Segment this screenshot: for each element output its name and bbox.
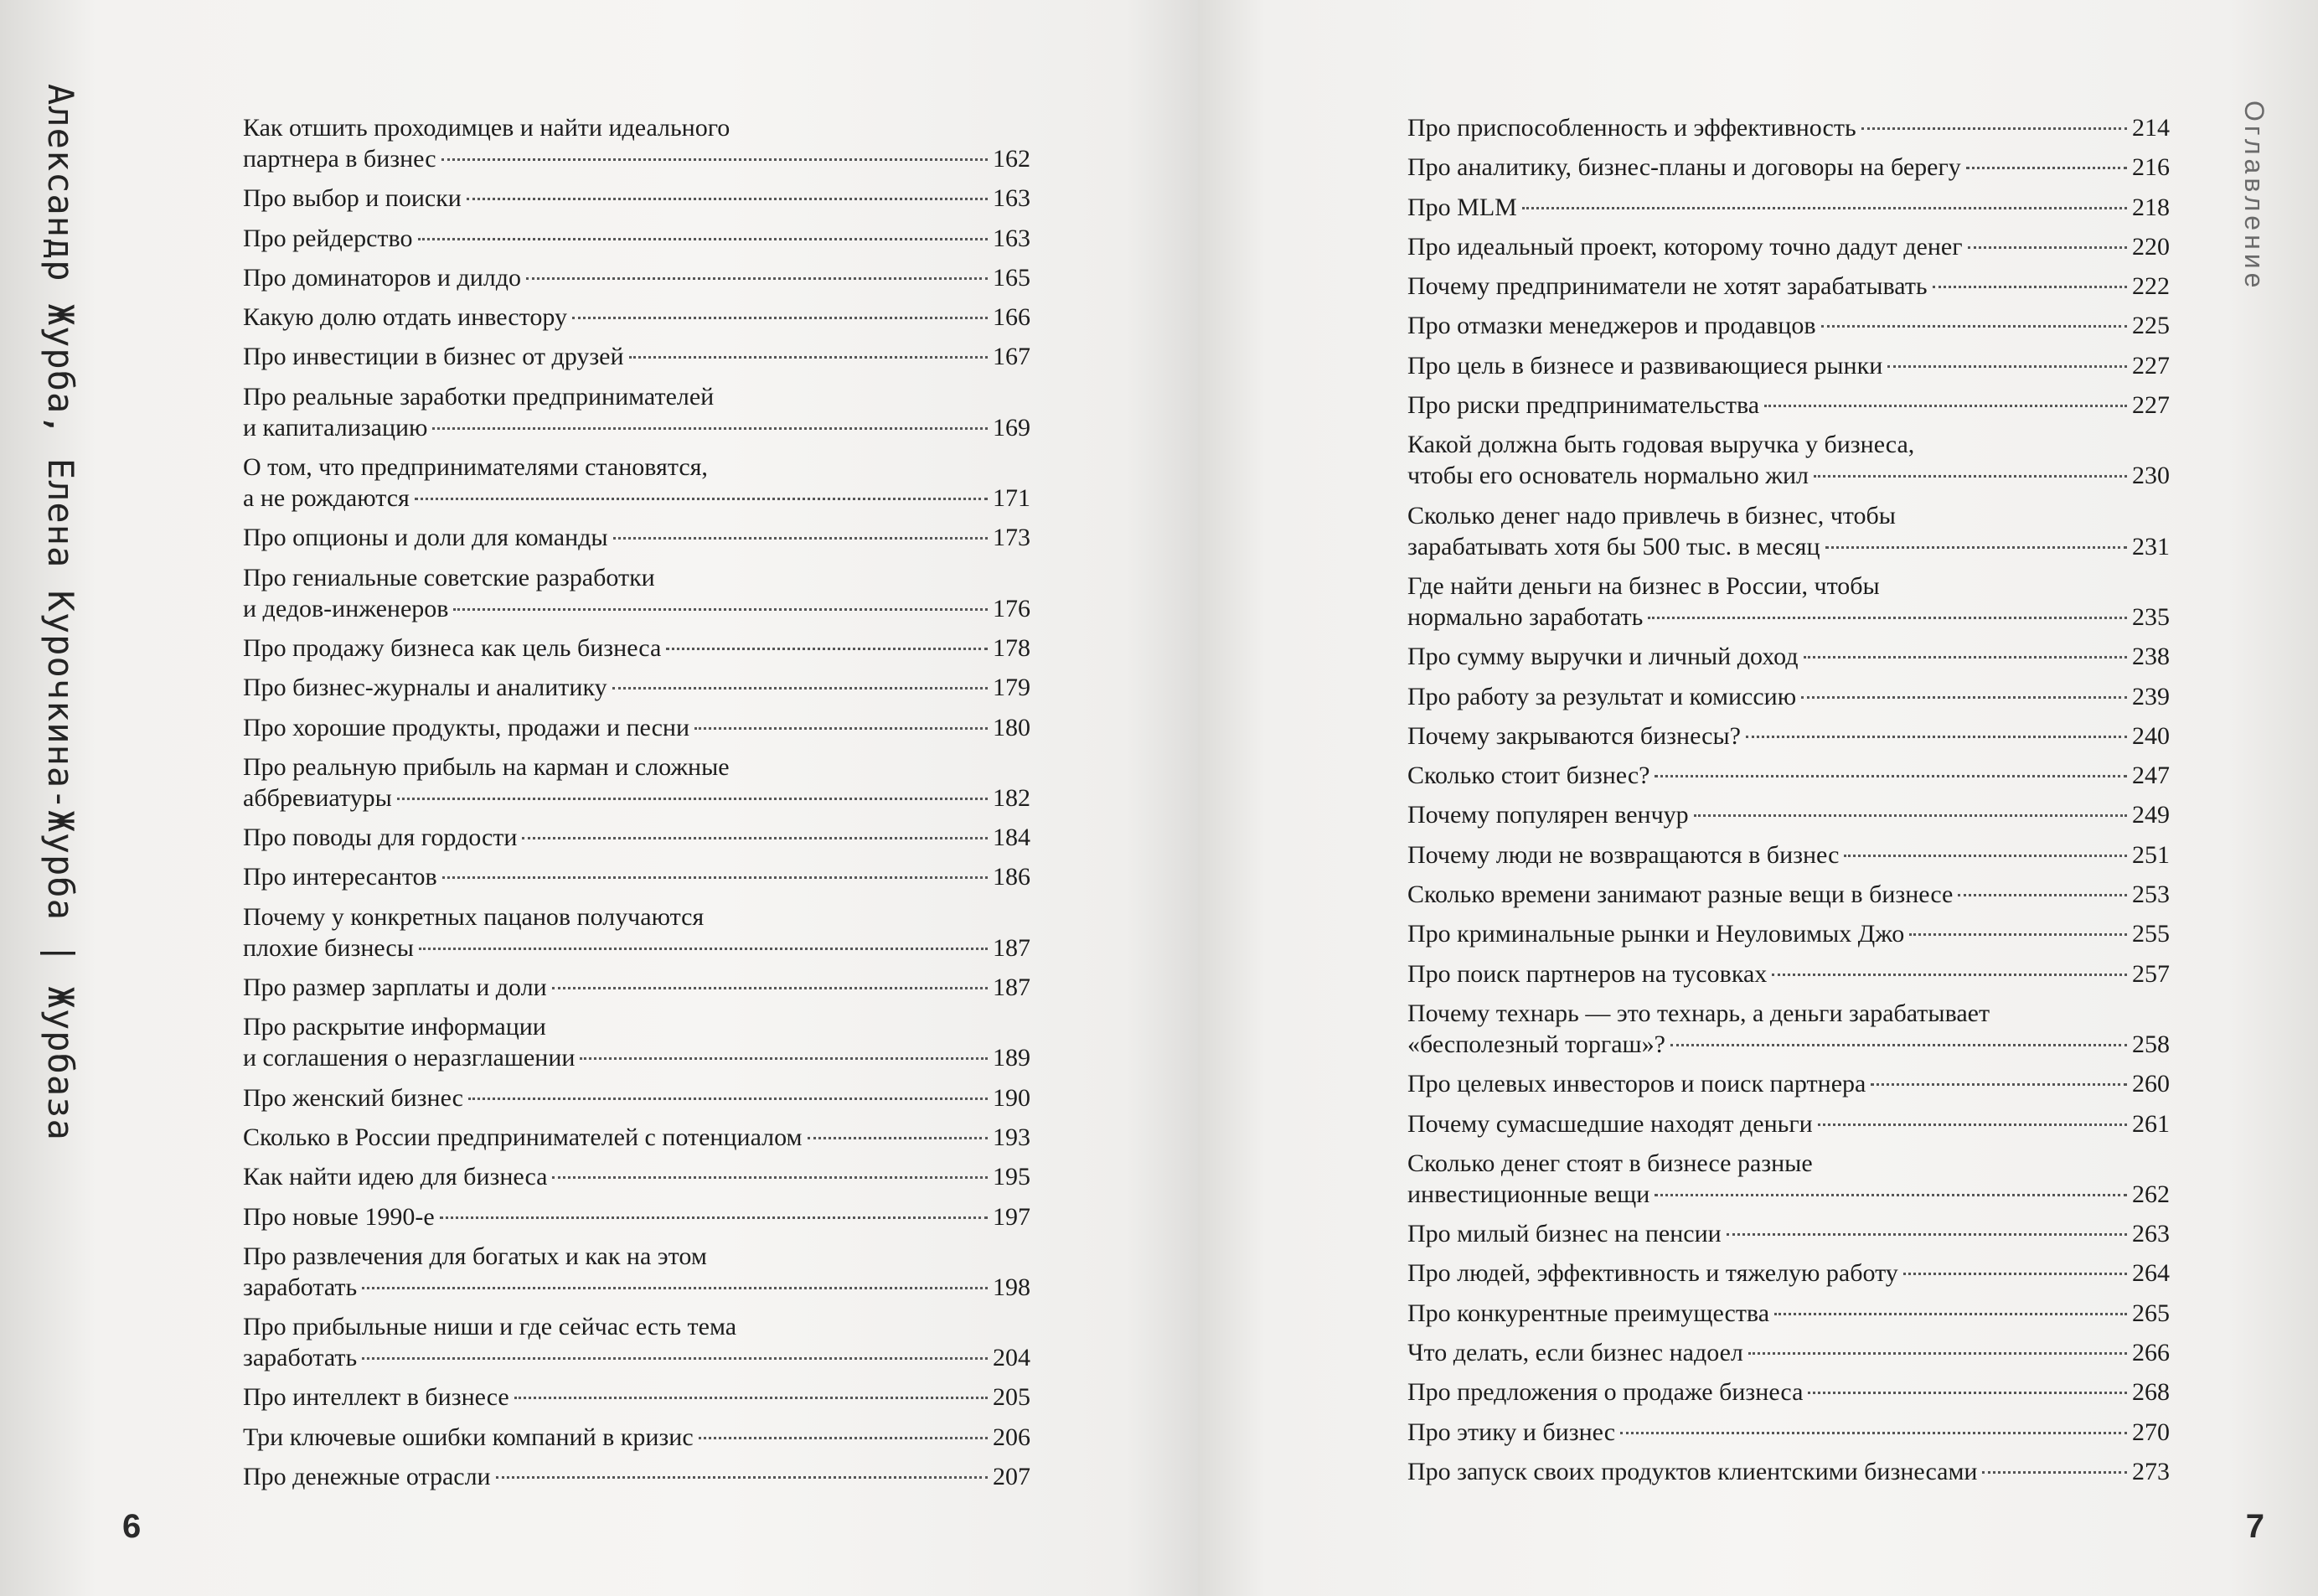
toc-entry [1407, 1068, 2170, 1099]
toc-entry-page: 240 [2132, 721, 2170, 750]
toc-entry-page: 265 [2132, 1299, 2170, 1327]
toc-entry-page: 173 [993, 524, 1030, 552]
toc-entry [243, 302, 1030, 333]
dot-leader [514, 1397, 988, 1399]
toc-entry-title: Про идеальный проект, которому точно дадут денег [1407, 232, 1963, 261]
toc-entry-title: Почему люди не возвращаются в бизнес [1407, 840, 1840, 869]
toc-entry [243, 381, 1030, 443]
toc-entry-page: 184 [993, 824, 1030, 852]
toc-entry [243, 901, 1030, 963]
toc-entry-title: Как найти идею для бизнеса [243, 1163, 548, 1191]
toc-entry [1407, 1148, 2170, 1210]
toc-entry-page: 195 [993, 1163, 1030, 1191]
toc-entry-title: Про отмазки менеджеров и продавцов [1407, 312, 1816, 340]
toc-entry-title: Про приспособленность и эффективность [1407, 114, 1856, 142]
toc-entry-page: 171 [993, 484, 1030, 513]
toc-entry-title: Почему популярен венчур [1407, 801, 1689, 829]
dot-leader [1887, 365, 2127, 368]
section-title-contents: Оглавление [2239, 101, 2269, 292]
dot-leader [1748, 1352, 2127, 1355]
toc-entry-title: Про инвестиции в бизнес от друзей [243, 343, 624, 371]
dot-leader [1968, 246, 2127, 249]
toc-entry [1407, 500, 2170, 562]
toc-entry [1407, 350, 2170, 381]
toc-list-left [243, 112, 1030, 1500]
toc-entry-title: плохие бизнесы [243, 933, 414, 962]
toc-entry-title: Что делать, если бизнес надоел [1407, 1339, 1743, 1367]
toc-entry-title: Про конкурентные преимущества [1407, 1299, 1770, 1327]
toc-entry [243, 1161, 1030, 1192]
dot-leader [1694, 814, 2127, 817]
toc-entry-page: 187 [993, 933, 1030, 962]
toc-entry [243, 1011, 1030, 1073]
dot-leader [1801, 696, 2127, 699]
toc-entry [243, 223, 1030, 254]
toc-entry-title: Почему сумасшедшие находят деньги [1407, 1109, 1813, 1138]
toc-entry-title: Почему технарь — это технарь, а деньги зарабатывает [1407, 999, 1990, 1027]
toc-entry-page: 266 [2132, 1339, 2170, 1367]
dot-leader [1727, 1233, 2127, 1236]
toc-entry [1407, 1417, 2170, 1448]
dot-leader [1814, 475, 2127, 478]
dot-leader [1746, 736, 2127, 738]
toc-entry-title: Про рейдерство [243, 224, 413, 252]
toc-entry-page: 260 [2132, 1070, 2170, 1098]
toc-entry [243, 822, 1030, 853]
toc-entry [243, 112, 1030, 174]
toc-entry-title: Про поиск партнеров на тусовках [1407, 959, 1768, 988]
toc-entry-page: 198 [993, 1273, 1030, 1301]
toc-entry [1407, 1456, 2170, 1487]
toc-entry-title: Про развлечения для богатых и как на этом [243, 1242, 707, 1270]
dot-leader [694, 727, 988, 730]
toc-entry [243, 562, 1030, 624]
dot-leader [468, 1098, 988, 1100]
toc-entry-title: Про работу за результат и комиссию [1407, 682, 1797, 710]
toc-list-right [1407, 112, 2170, 1495]
toc-entry-title: Про аналитику, бизнес-планы и договоры на берегу [1407, 153, 1961, 182]
toc-entry-title: Сколько в России предпринимателей с потенциалом [243, 1123, 803, 1151]
toc-entry [243, 1382, 1030, 1413]
toc-entry [1407, 1258, 2170, 1289]
dot-leader [666, 648, 988, 650]
toc-entry-page: 189 [993, 1044, 1030, 1072]
toc-entry-page: 163 [993, 224, 1030, 252]
toc-entry-title: Про размер зарплаты и доли [243, 974, 547, 1002]
toc-entry [1407, 681, 2170, 712]
toc-entry-title: Про милый бизнес на пенсии [1407, 1220, 1722, 1248]
toc-entry-title: Сколько денег надо привлечь в бизнес, чтобы [1407, 501, 1896, 529]
toc-entry-title: Какой должна быть годовая выручка у бизнеса, [1407, 431, 1915, 459]
dot-leader [1966, 167, 2127, 169]
dot-leader [612, 687, 988, 690]
toc-entry [243, 262, 1030, 293]
toc-entry-title: Сколько денег стоят в бизнесе разные [1407, 1149, 1813, 1177]
toc-entry-page: 204 [993, 1344, 1030, 1372]
dot-leader [629, 356, 988, 359]
toc-entry [243, 341, 1030, 372]
toc-entry [243, 1201, 1030, 1232]
toc-entry [243, 972, 1030, 1003]
toc-entry [243, 672, 1030, 703]
dot-leader [1772, 974, 2127, 976]
toc-entry-page: 190 [993, 1083, 1030, 1112]
dot-leader [441, 158, 988, 161]
toc-entry [1407, 310, 2170, 341]
toc-entry-title: Про криминальные рынки и Неуловимых Джо [1407, 920, 1905, 948]
toc-entry-title: заработать [243, 1344, 358, 1372]
toc-entry [1407, 721, 2170, 752]
dot-leader [453, 608, 988, 611]
dot-leader [1670, 1044, 2127, 1046]
toc-entry-title: Какую долю отдать инвестору [243, 303, 567, 332]
toc-entry-title: Почему закрываются бизнесы? [1407, 721, 1741, 750]
toc-entry-title: Про опционы и доли для команды [243, 524, 608, 552]
toc-entry-page: 235 [2132, 602, 2170, 631]
toc-entry [1407, 1108, 2170, 1139]
toc-entry [1407, 958, 2170, 989]
toc-entry-title: и капитализацию [243, 413, 428, 442]
toc-entry-title: Про женский бизнес [243, 1083, 463, 1112]
toc-entry-page: 222 [2132, 272, 2170, 301]
dot-leader [808, 1137, 988, 1139]
dot-leader [415, 498, 988, 500]
toc-entry [1407, 429, 2170, 491]
toc-entry-title: Как отшить проходимцев и найти идеального [243, 114, 731, 142]
toc-entry-page: 273 [2132, 1457, 2170, 1485]
toc-entry-page: 263 [2132, 1220, 2170, 1248]
toc-entry-page: 162 [993, 145, 1030, 173]
dot-leader [699, 1437, 988, 1439]
toc-entry-title: Про запуск своих продуктов клиентскими бизнесами [1407, 1457, 1978, 1485]
dot-leader [1808, 1392, 2127, 1394]
toc-entry-page: 227 [2132, 391, 2170, 420]
toc-entry-title: а не рождаются [243, 484, 410, 513]
toc-entry-page: 262 [2132, 1180, 2170, 1208]
toc-entry-title: Про MLM [1407, 193, 1517, 221]
toc-entry-page: 206 [993, 1423, 1030, 1451]
running-header-authors: Александр Журба, Елена Курочкина-Журба | Журбаза [40, 84, 81, 1141]
toc-entry-page: 216 [2132, 153, 2170, 182]
toc-entry [243, 752, 1030, 813]
toc-entry [1407, 641, 2170, 672]
dot-leader [1909, 933, 2127, 936]
toc-entry-title: аббревиатуры [243, 783, 392, 812]
toc-entry [1407, 231, 2170, 262]
toc-entry-title: Про поводы для гордости [243, 824, 518, 852]
dot-leader [572, 317, 988, 319]
toc-entry-title: Про хорошие продукты, продажи и песни [243, 713, 690, 741]
toc-entry-title: и дедов-инженеров [243, 594, 449, 622]
toc-entry-page: 249 [2132, 801, 2170, 829]
toc-entry [243, 452, 1030, 514]
toc-entry-title: и соглашения о неразглашении [243, 1044, 576, 1072]
toc-entry-page: 179 [993, 674, 1030, 702]
toc-entry-page: 231 [2132, 532, 2170, 560]
toc-entry-page: 182 [993, 783, 1030, 812]
toc-entry [243, 183, 1030, 214]
toc-entry-page: 268 [2132, 1378, 2170, 1407]
toc-entry [243, 633, 1030, 664]
toc-entry-title: Три ключевые ошибки компаний в кризис [243, 1423, 694, 1451]
dot-leader [418, 238, 989, 240]
dot-leader [1620, 1432, 2127, 1434]
dot-leader [1648, 617, 2127, 619]
dot-leader [442, 876, 988, 879]
toc-entry-page: 251 [2132, 840, 2170, 869]
toc-entry [1407, 1376, 2170, 1407]
toc-entry-title: Про риски предпринимательства [1407, 391, 1760, 420]
toc-entry-title: инвестиционные вещи [1407, 1180, 1650, 1208]
dot-leader [1821, 325, 2127, 328]
toc-entry [1407, 192, 2170, 223]
dot-leader [1861, 127, 2127, 130]
toc-entry-page: 239 [2132, 682, 2170, 710]
toc-entry-page: 193 [993, 1123, 1030, 1151]
toc-entry [1407, 998, 2170, 1060]
toc-entry-page: 186 [993, 863, 1030, 891]
toc-entry-title: заработать [243, 1273, 358, 1301]
toc-entry [1407, 760, 2170, 791]
dot-leader [1655, 775, 2127, 777]
dot-leader [432, 427, 988, 430]
toc-entry [243, 1122, 1030, 1153]
toc-entry [243, 712, 1030, 743]
dot-leader [1871, 1083, 2127, 1086]
dot-leader [1933, 286, 2127, 288]
toc-entry-title: Про целевых инвесторов и поиск партнера [1407, 1070, 1866, 1098]
dot-leader [1958, 894, 2127, 896]
page-number-left: 6 [122, 1508, 142, 1545]
dot-leader [552, 1176, 988, 1179]
toc-entry [1407, 1337, 2170, 1368]
toc-entry-page: 261 [2132, 1109, 2170, 1138]
toc-entry-title: Про цель в бизнесе и развивающиеся рынки [1407, 351, 1883, 380]
dot-leader [580, 1057, 988, 1060]
dot-leader [1522, 207, 2127, 209]
toc-entry-title: Про бизнес-журналы и аналитику [243, 674, 607, 702]
toc-entry-title: Про сумму выручки и личный доход [1407, 643, 1799, 671]
page-number-right: 7 [2245, 1508, 2264, 1545]
toc-entry [1407, 879, 2170, 910]
dot-leader [552, 987, 988, 989]
dot-leader [419, 948, 988, 950]
dot-leader [613, 537, 988, 540]
toc-entry [243, 1422, 1030, 1453]
dot-leader [362, 1357, 988, 1360]
toc-entry-page: 165 [993, 263, 1030, 292]
toc-entry-title: Про прибыльные ниши и где сейчас есть тема [243, 1313, 737, 1341]
toc-entry-page: 255 [2132, 920, 2170, 948]
toc-entry [1407, 390, 2170, 421]
dot-leader [440, 1216, 988, 1219]
toc-entry-title: Про реальную прибыль на карман и сложные [243, 752, 730, 781]
toc-entry [1407, 839, 2170, 870]
dot-leader [467, 198, 988, 200]
toc-entry-page: 225 [2132, 312, 2170, 340]
toc-entry-page: 187 [993, 974, 1030, 1002]
right-page [1198, 0, 2318, 1596]
toc-entry-page: 178 [993, 633, 1030, 662]
toc-entry-title: Почему предприниматели не хотят зарабатывать [1407, 272, 1928, 301]
dot-leader [1774, 1313, 2127, 1315]
toc-entry-title: Про людей, эффективность и тяжелую работу [1407, 1259, 1898, 1288]
toc-entry [1407, 918, 2170, 949]
toc-entry-page: 257 [2132, 959, 2170, 988]
dot-leader [1825, 546, 2127, 549]
toc-entry-page: 176 [993, 594, 1030, 622]
toc-entry-page: 205 [993, 1383, 1030, 1412]
toc-entry-page: 167 [993, 343, 1030, 371]
toc-entry-page: 169 [993, 413, 1030, 442]
toc-entry-page: 163 [993, 184, 1030, 213]
dot-leader [1903, 1273, 2127, 1275]
toc-entry [1407, 1298, 2170, 1329]
dot-leader [1818, 1123, 2127, 1126]
toc-entry-title: О том, что предпринимателями становятся, [243, 453, 708, 482]
toc-entry-title: Про доминаторов и дилдо [243, 263, 521, 292]
toc-entry-page: 230 [2132, 462, 2170, 490]
toc-entry [1407, 152, 2170, 183]
dot-leader [1982, 1471, 2127, 1474]
toc-entry [1407, 112, 2170, 143]
toc-entry-title: зарабатывать хотя бы 500 тыс. в месяц [1407, 532, 1820, 560]
dot-leader [522, 837, 988, 839]
toc-entry-page: 207 [993, 1463, 1030, 1491]
toc-entry-page: 264 [2132, 1259, 2170, 1288]
toc-entry-title: Сколько времени занимают разные вещи в бизнесе [1407, 881, 1954, 909]
toc-entry-title: партнера в бизнес [243, 145, 436, 173]
toc-entry-page: 166 [993, 303, 1030, 332]
toc-entry-title: Про интересантов [243, 863, 437, 891]
toc-entry-title: Про реальные заработки предпринимателей [243, 382, 715, 411]
toc-entry-page: 180 [993, 713, 1030, 741]
dot-leader [496, 1476, 988, 1479]
dot-leader [1804, 656, 2127, 659]
toc-entry [243, 1461, 1030, 1492]
toc-entry-title: Про этику и бизнес [1407, 1418, 1616, 1446]
dot-leader [1764, 405, 2127, 407]
dot-leader [362, 1287, 988, 1289]
toc-entry-title: Про продажу бизнеса как цель бизнеса [243, 633, 662, 662]
toc-entry-title: Где найти деньги на бизнес в России, чтобы [1407, 571, 1880, 600]
toc-entry-title: Про выбор и поиски [243, 184, 462, 213]
toc-entry-page: 258 [2132, 1030, 2170, 1058]
toc-entry [1407, 1218, 2170, 1249]
toc-entry-title: Про предложения о продаже бизнеса [1407, 1378, 1804, 1407]
toc-entry-page: 227 [2132, 351, 2170, 380]
toc-entry-page: 214 [2132, 114, 2170, 142]
toc-entry [243, 1241, 1030, 1303]
dot-leader [1655, 1194, 2127, 1196]
toc-entry [243, 522, 1030, 553]
toc-entry-page: 247 [2132, 762, 2170, 790]
toc-entry [1407, 571, 2170, 633]
toc-entry-title: Про новые 1990-е [243, 1202, 435, 1231]
toc-entry-title: Сколько стоит бизнес? [1407, 762, 1650, 790]
toc-entry-page: 220 [2132, 232, 2170, 261]
toc-entry-title: «бесполезный торгаш»? [1407, 1030, 1665, 1058]
toc-entry-page: 218 [2132, 193, 2170, 221]
toc-entry-title: Про интеллект в бизнесе [243, 1383, 509, 1412]
toc-entry-page: 253 [2132, 881, 2170, 909]
toc-entry [243, 1082, 1030, 1113]
toc-entry-title: нормально заработать [1407, 602, 1644, 631]
toc-entry [243, 1311, 1030, 1373]
toc-entry-title: чтобы его основатель нормально жил [1407, 462, 1809, 490]
toc-entry [243, 861, 1030, 892]
dot-leader [1844, 855, 2127, 857]
toc-entry-title: Про гениальные советские разработки [243, 563, 655, 591]
toc-entry-title: Почему у конкретных пацанов получаются [243, 902, 705, 931]
toc-entry-page: 270 [2132, 1418, 2170, 1446]
toc-entry [1407, 799, 2170, 830]
toc-entry-title: Про денежные отрасли [243, 1463, 491, 1491]
toc-entry-page: 238 [2132, 643, 2170, 671]
dot-leader [397, 798, 988, 800]
dot-leader [526, 277, 988, 280]
toc-entry-page: 197 [993, 1202, 1030, 1231]
toc-entry [1407, 271, 2170, 302]
toc-entry-title: Про раскрытие информации [243, 1013, 546, 1041]
